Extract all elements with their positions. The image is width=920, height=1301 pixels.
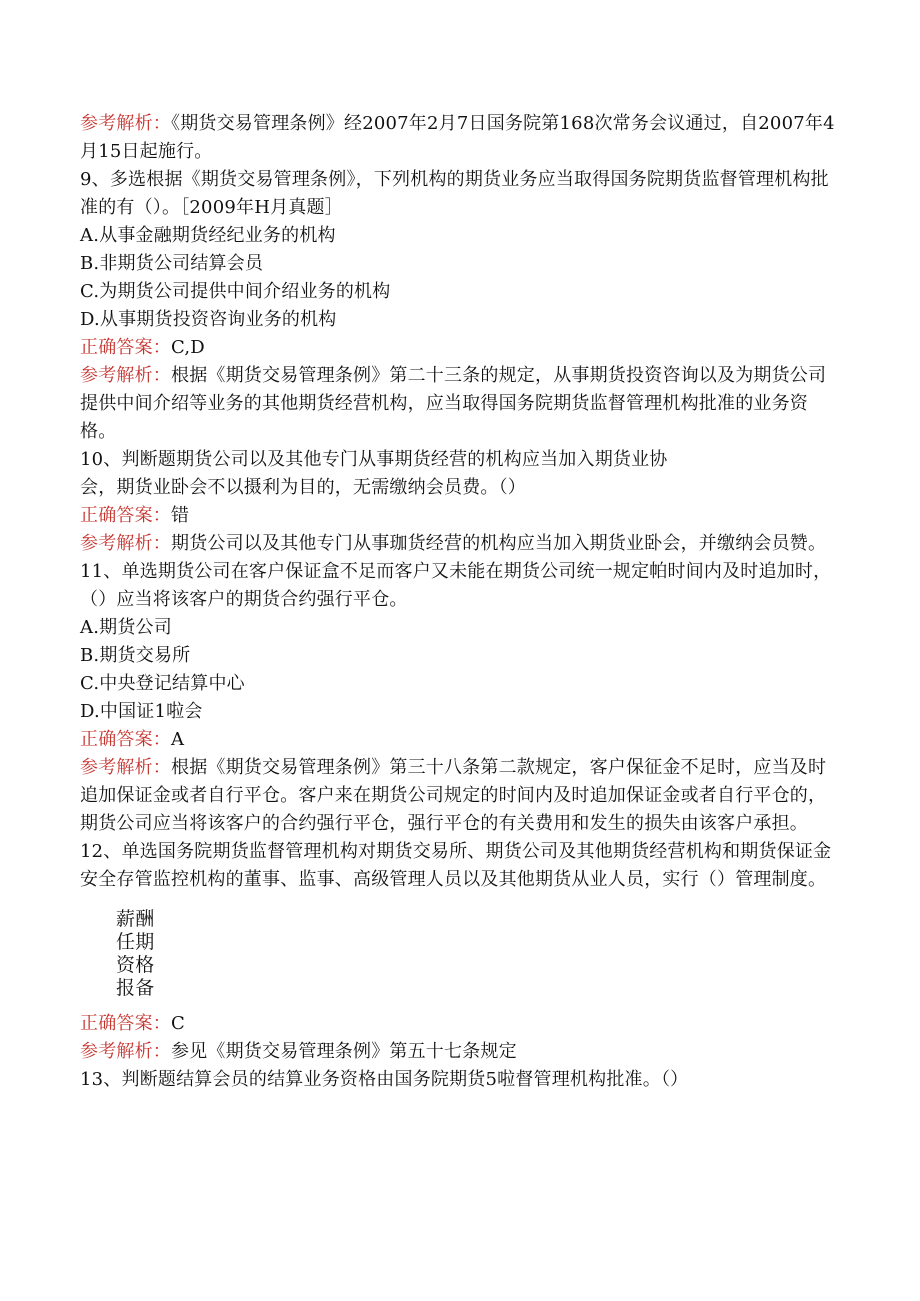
question-9-options (80, 222, 842, 334)
question-11-stem: 11、单选期货公司在客户保证盒不足而客户又未能在期货公司统一规定帕时间内及时追加时，（）应当将该客户的期货合约强行平仓。 (80, 561, 832, 610)
analysis-label: 参考解析： (80, 1041, 171, 1062)
analysis-paragraph-q8 (80, 110, 842, 166)
option-item: 报备 (116, 977, 155, 999)
analysis-label: 参考解析： (80, 533, 171, 554)
question-11-answer (80, 726, 842, 754)
analysis-label: 参考解析： (80, 757, 171, 778)
question-11-options (80, 614, 842, 726)
analysis-text: 期货公司以及其他专门从事珈货经营的机构应当加入期货业卧会，并缴纳会员赞。 (171, 533, 827, 554)
option-c: C.为期货公司提供中间介绍业务的机构 (80, 281, 391, 302)
question-10-answer (80, 502, 842, 530)
option-b: B.非期货公司结算会员 (80, 253, 264, 274)
option-item: 薪酬 (116, 908, 155, 930)
option-b: B.期货交易所 (80, 645, 191, 666)
question-10-stem-line-1: 10、判断题期货公司以及其他专门从事期货经营的机构应当加入期货业协 (80, 449, 668, 470)
question-12-stem: 12、单选国务院期货监督管理机构对期货交易所、期货公司及其他期货经营机构和期货保证金安全存管监控机构的董事、监事、高级管理人员以及其他期货从业人员，实行（）管理制度。 (80, 841, 832, 890)
option-a: A.期货公司 (80, 617, 172, 638)
answer-value: A (171, 729, 185, 750)
answer-label: 正确答案： (80, 337, 171, 358)
option-d: D.从事期货投资咨询业务的机构 (80, 309, 337, 330)
question-9-stem: 9、多选根据《期货交易管理条例》，下列机构的期货业务应当取得国务院期货监督管理机构批准的有（）。［2009年H月真题］ (80, 169, 829, 218)
question-10-stem-line-2: 会，期货业卧会不以摄利为目的，无需缴纳会员费。（） (80, 477, 526, 498)
question-12-answer (80, 1010, 842, 1038)
analysis-text: 参见《期货交易管理条例》第五十七条规定 (171, 1041, 517, 1062)
answer-label: 正确答案： (80, 1013, 171, 1034)
question-12-options (116, 908, 842, 1000)
question-9-answer (80, 334, 842, 362)
option-a: A.从事金融期货经纪业务的机构 (80, 225, 336, 246)
option-c: C.中央登记结算中心 (80, 673, 245, 694)
analysis-text: 根据《期货交易管理条例》第三十八条第二款规定，客户保征金不足时，应当及时追加保证金或者自行平仓。客户来在期货公司规定的时间内及时追加保证金或者自行平仓的，期货公司应当将该客户的合约强行平仓，强行平仓的有关费用和发生的损失由该客户承担。 (80, 757, 827, 834)
option-item: 任期 (116, 931, 155, 953)
answer-value: C,D (171, 337, 205, 358)
analysis-text: 《期货交易管理条例》经2007年2月7日国务院第168次常务会议通过，自2007年4月15日起施行。 (80, 113, 835, 162)
question-10-analysis (80, 530, 842, 558)
answer-value: C (171, 1013, 185, 1034)
question-13-stem: 13、判断题结算会员的结算业务资格由国务院期货5啦督管理机构批准。（） (80, 1069, 689, 1090)
question-12-analysis (80, 1038, 842, 1066)
option-item: 资格 (116, 954, 155, 976)
option-d: D.中国证1啦会 (80, 701, 203, 722)
answer-value: 错 (171, 505, 190, 526)
question-9-analysis (80, 362, 842, 446)
analysis-text: 根据《期货交易管理条例》第二十三条的规定，从事期货投资咨询以及为期货公司提供中间介绍等业务的其他期货经营机构，应当取得国务院期货监督管理机构批准的业务资格。 (80, 365, 827, 442)
analysis-label: 参考解析： (80, 365, 171, 386)
analysis-label: 参考解析： (80, 113, 171, 134)
question-11-analysis (80, 754, 842, 838)
answer-label: 正确答案： (80, 505, 171, 526)
document-content (80, 110, 842, 1094)
answer-label: 正确答案： (80, 729, 171, 750)
